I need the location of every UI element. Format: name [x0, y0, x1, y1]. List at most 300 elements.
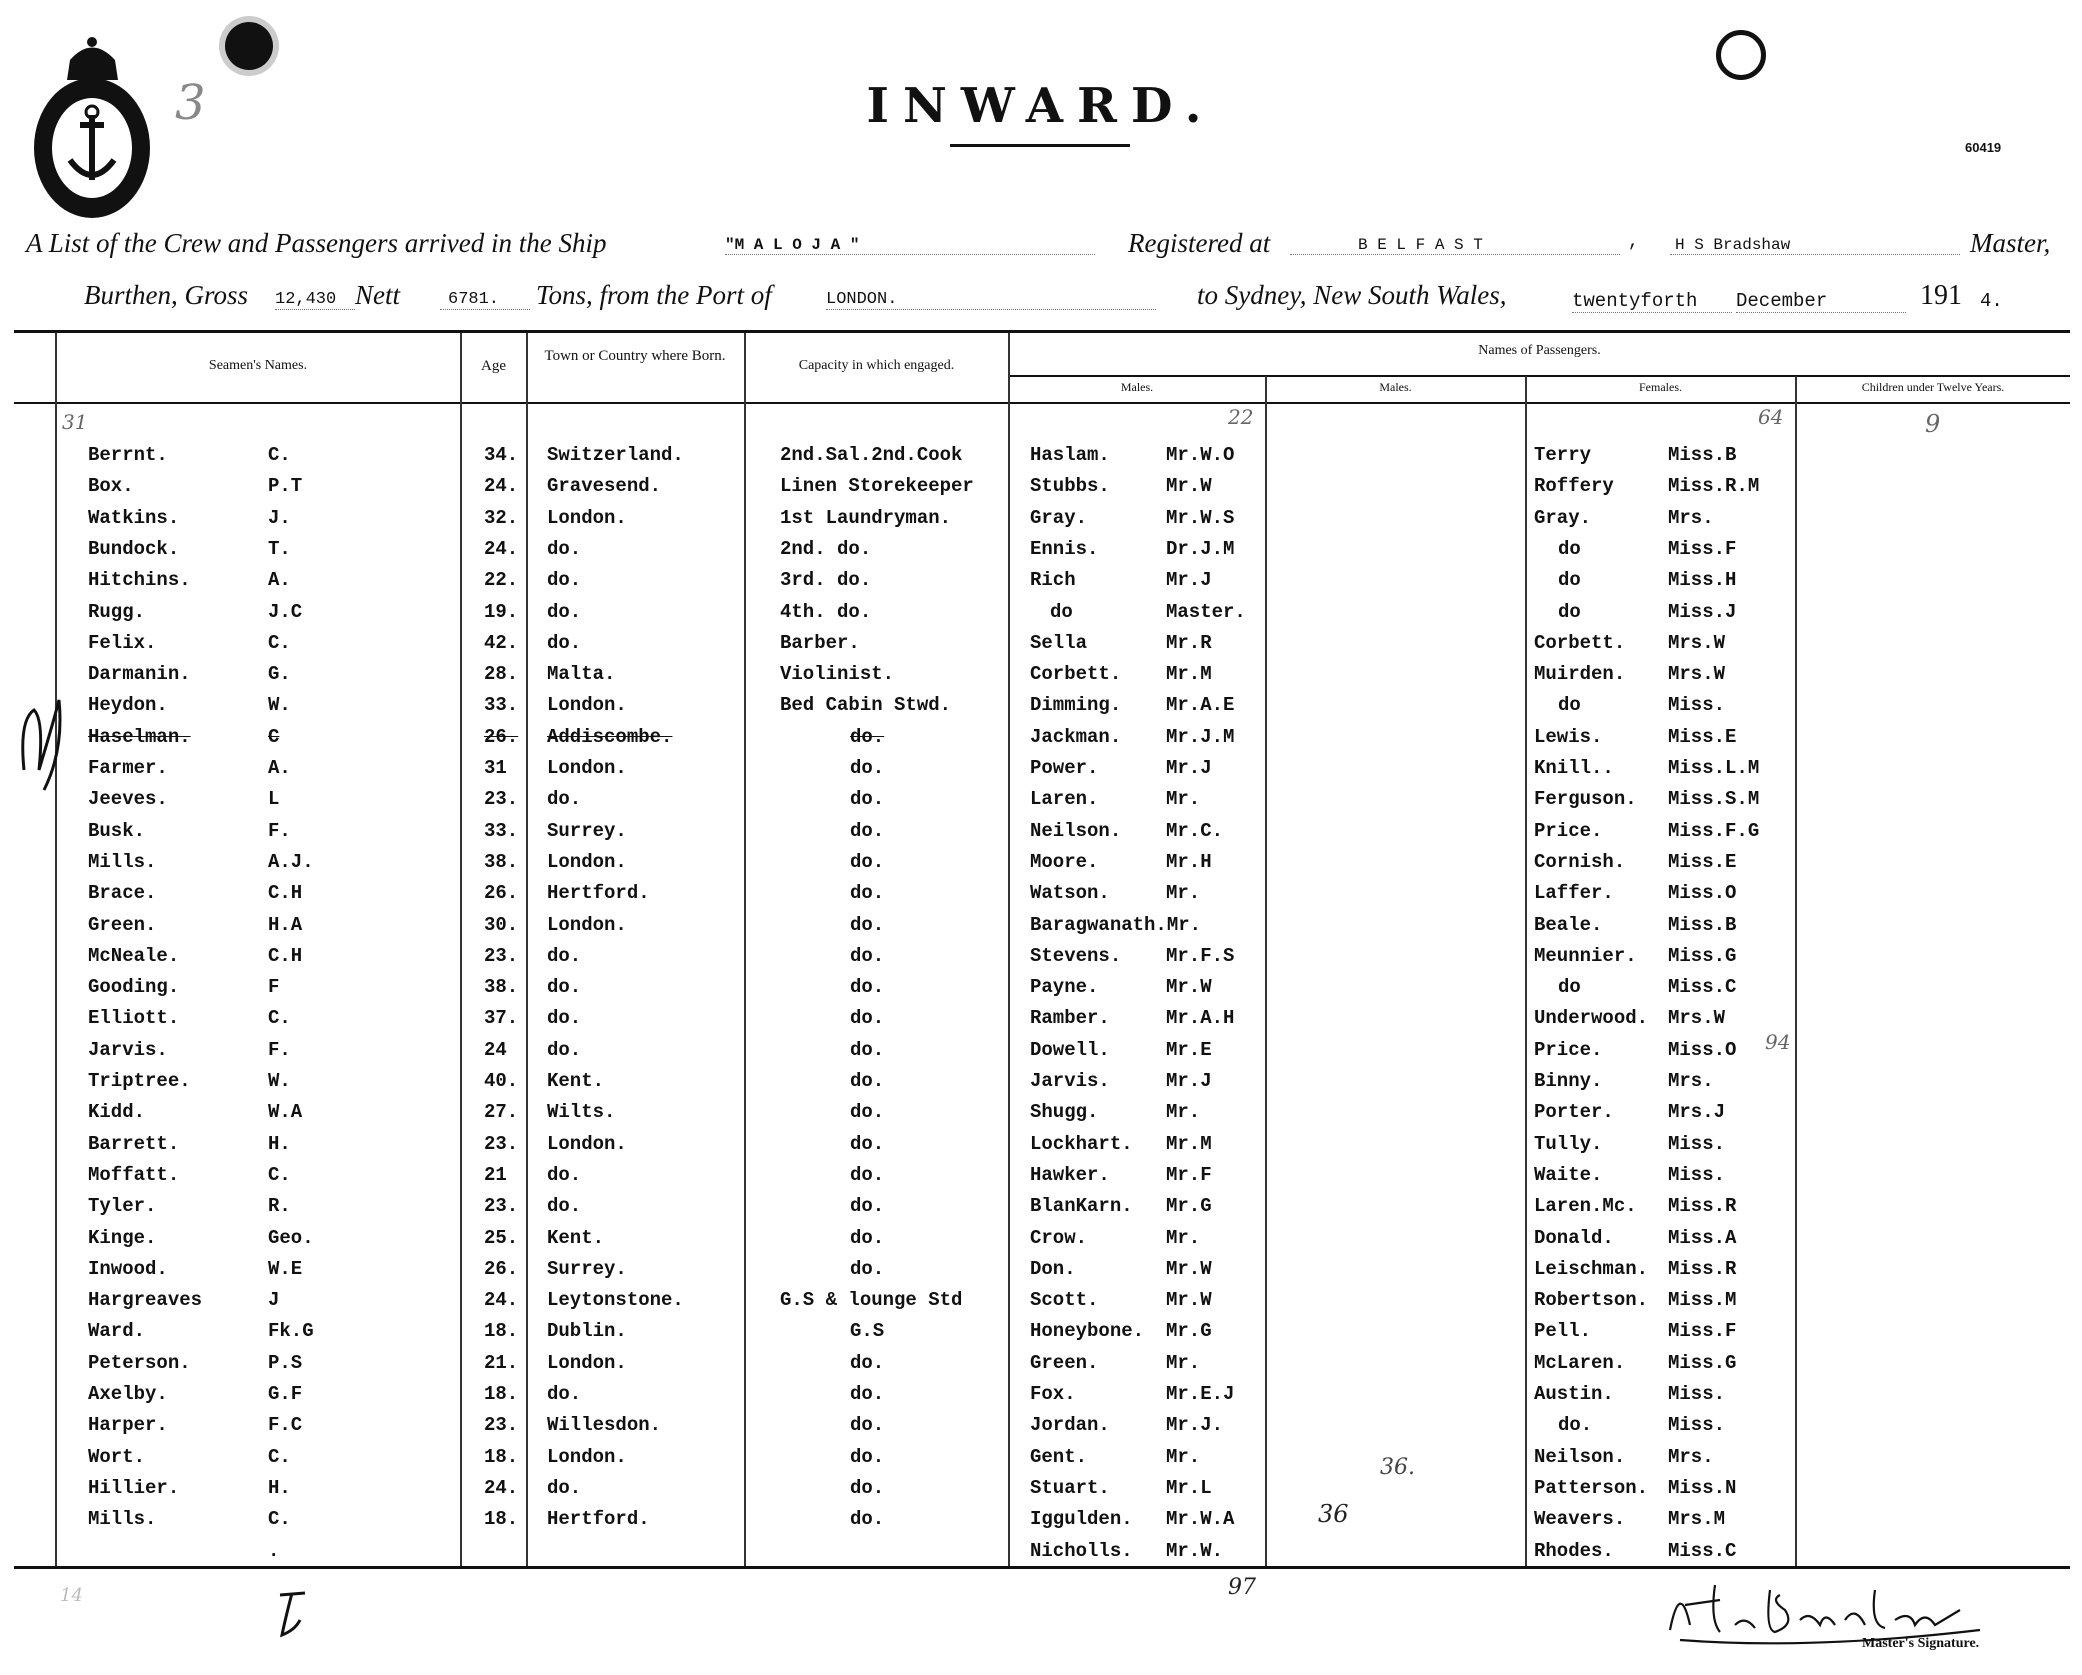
- female-passenger-title: Miss.F.G: [1668, 819, 1760, 842]
- seaman-surname: Kinge.: [88, 1226, 157, 1249]
- seaman-capacity: Bed Cabin Stwd.: [780, 694, 952, 717]
- female-passenger-surname: Pell.: [1534, 1320, 1592, 1343]
- female-passenger-title: Miss.L.M: [1668, 757, 1760, 779]
- gross-tonnage: 12,430: [275, 290, 355, 310]
- female-passenger-surname: Knill..: [1534, 757, 1614, 779]
- table-row: [0, 694, 2082, 725]
- crew-count-mark: 31: [62, 410, 88, 434]
- seaman-age: 18.: [484, 1320, 519, 1343]
- seaman-age: 24.: [484, 537, 519, 560]
- seaman-birthplace: Hertford.: [547, 882, 650, 905]
- seaman-initial: W.A: [268, 1101, 303, 1124]
- seaman-surname: Hitchins.: [88, 569, 191, 592]
- female-passenger-surname: Weavers.: [1534, 1508, 1626, 1531]
- seaman-age: 24.: [484, 475, 519, 498]
- female-passenger-title: Mrs.J: [1668, 1101, 1726, 1124]
- table-row: [0, 1477, 2082, 1508]
- female-passenger-surname: Corbett.: [1534, 631, 1626, 654]
- table-top-rule: [14, 330, 2070, 333]
- seaman-capacity: do.: [850, 1132, 885, 1155]
- seaman-capacity: do.: [850, 1508, 885, 1531]
- seaman-age: 21.: [484, 1351, 519, 1374]
- signature-label: Master's Signature.: [1862, 1636, 1980, 1651]
- seaman-birthplace: Addiscombe.: [547, 725, 673, 748]
- female-passenger-title: Mrs.W: [1668, 631, 1726, 654]
- female-passenger-title: Mrs.: [1668, 1070, 1714, 1092]
- female-passenger-surname: Muirden.: [1534, 663, 1626, 686]
- table-row: [0, 1383, 2082, 1414]
- female-passenger-title: Mrs.: [1668, 1445, 1714, 1468]
- seaman-birthplace: do.: [547, 1038, 582, 1061]
- male-passenger-surname: Iggulden.: [1030, 1508, 1133, 1531]
- seaman-initial: J.C: [268, 600, 303, 623]
- male-passenger-title: Mr.: [1166, 1101, 1201, 1124]
- male-passenger-title: Mr.E.J: [1166, 1383, 1235, 1405]
- seaman-birthplace: do.: [547, 1195, 582, 1218]
- male-passenger-surname: Power.: [1030, 757, 1099, 779]
- header-bottom-rule: [14, 402, 2070, 404]
- table-row: [0, 726, 2082, 757]
- male-passenger-title: Mr.G: [1166, 1195, 1212, 1218]
- seaman-capacity: do.: [850, 1195, 885, 1218]
- female-passenger-title: Miss.F: [1668, 1320, 1737, 1343]
- table-row: [0, 1352, 2082, 1383]
- seaman-capacity: G.S: [850, 1320, 885, 1343]
- female-passenger-title: Miss.S.M: [1668, 788, 1760, 811]
- from-port: LONDON.: [826, 290, 1156, 310]
- header-comma: ,: [1628, 232, 1639, 252]
- male-passenger-surname: Gent.: [1030, 1445, 1088, 1468]
- female-passenger-surname: Binny.: [1534, 1070, 1603, 1092]
- female-passenger-title: Miss.M: [1668, 1289, 1737, 1312]
- seaman-capacity: do.: [850, 850, 885, 873]
- seaman-birthplace: do.: [547, 1383, 582, 1405]
- seaman-capacity: do.: [850, 725, 885, 748]
- to-label: to Sydney, New South Wales,: [1197, 280, 1507, 310]
- col-header-born: Town or Country where Born.: [544, 348, 726, 364]
- seaman-capacity: 4th. do.: [780, 600, 872, 623]
- seaman-age: 23.: [484, 944, 519, 967]
- male-passenger-title: Mr.J: [1166, 757, 1212, 779]
- seaman-age: 27.: [484, 1101, 519, 1124]
- male-passenger-surname: Hawker.: [1030, 1163, 1110, 1186]
- seaman-capacity: do.: [850, 1007, 885, 1030]
- female-passenger-title: Miss.A: [1668, 1226, 1737, 1249]
- seaman-surname: Heydon.: [88, 694, 168, 717]
- seaman-age: 18.: [484, 1383, 519, 1405]
- seaman-surname: Gooding.: [88, 976, 180, 999]
- seaman-capacity: Linen Storekeeper: [780, 475, 974, 498]
- punch-hole-icon: [225, 22, 273, 70]
- table-row: [0, 632, 2082, 663]
- seaman-capacity: do.: [850, 819, 885, 842]
- male-passenger-surname: Stuart.: [1030, 1476, 1110, 1499]
- female-passenger-title: Miss.B: [1668, 444, 1737, 466]
- male-passenger-surname: Nicholls.: [1030, 1539, 1133, 1562]
- table-row: [0, 788, 2082, 819]
- seaman-age: 26.: [484, 725, 519, 748]
- year-prefix: 191: [1920, 280, 1962, 311]
- seaman-birthplace: London.: [547, 506, 627, 529]
- seaman-surname: Watkins.: [88, 506, 180, 529]
- male-passenger-surname: Moore.: [1030, 850, 1099, 873]
- male-passenger-surname: Honeybone.: [1030, 1320, 1145, 1343]
- seaman-surname: Haselman.: [88, 725, 191, 748]
- table-row: [0, 1414, 2082, 1445]
- seaman-birthplace: do.: [547, 569, 582, 592]
- male-passenger-surname: Corbett.: [1030, 663, 1122, 686]
- table-row: [0, 569, 2082, 600]
- seaman-initial: W.: [268, 1070, 291, 1092]
- seaman-age: 26.: [484, 1257, 519, 1280]
- female-passenger-surname: Leischman.: [1534, 1257, 1649, 1280]
- male-passenger-title: Mr.W.S: [1166, 506, 1235, 529]
- male-passenger-surname: do: [1050, 600, 1073, 623]
- seaman-birthplace: Willesdon.: [547, 1414, 662, 1437]
- header-line1-prefix: A List of the Crew and Passengers arrived in the Ship: [26, 228, 607, 258]
- female-passenger-surname: do: [1558, 600, 1581, 623]
- male-passenger-title: Mr.R: [1166, 631, 1212, 654]
- seaman-age: 19.: [484, 600, 519, 623]
- seaman-capacity: 3rd. do.: [780, 569, 872, 592]
- female-passenger-surname: Tully.: [1534, 1132, 1603, 1155]
- bottom-tally: 97: [1228, 1575, 1256, 1600]
- female-passenger-surname: Meunnier.: [1534, 944, 1637, 967]
- seaman-initial: W.: [268, 694, 291, 717]
- seaman-age: 28.: [484, 663, 519, 686]
- female-passenger-title: Miss.B: [1668, 913, 1737, 936]
- male-passenger-surname: Sella: [1030, 631, 1088, 654]
- seaman-surname: Harper.: [88, 1414, 168, 1437]
- male-passenger-surname: Green.: [1030, 1351, 1099, 1374]
- nett-label: Nett: [355, 280, 400, 310]
- seaman-initial: G.F: [268, 1383, 303, 1405]
- seaman-initial: C.: [268, 631, 291, 654]
- seaman-birthplace: do.: [547, 1163, 582, 1186]
- seaman-surname: Darmanin.: [88, 663, 191, 686]
- male-passenger-title: Mr.F: [1166, 1163, 1212, 1186]
- table-row: [0, 820, 2082, 851]
- page-mark: 3: [175, 75, 206, 131]
- seaman-age: 37.: [484, 1007, 519, 1030]
- female-passenger-surname: do.: [1558, 1414, 1593, 1437]
- seaman-capacity: do.: [850, 882, 885, 905]
- table-row: [0, 507, 2082, 538]
- female-passenger-title: Miss.: [1668, 1414, 1726, 1437]
- females-count-mark: 64: [1758, 405, 1784, 429]
- seaman-surname: Elliott.: [88, 1007, 180, 1030]
- male-passenger-title: Mr.G: [1166, 1320, 1212, 1343]
- seaman-initial: C.: [268, 1508, 291, 1531]
- female-passenger-surname: do: [1558, 976, 1581, 999]
- seaman-surname: Moffatt.: [88, 1163, 180, 1186]
- seaman-surname: Ward.: [88, 1320, 146, 1343]
- seaman-surname: Kidd.: [88, 1101, 146, 1124]
- col-header-age: Age: [481, 358, 506, 374]
- seaman-capacity: do.: [850, 1163, 885, 1186]
- male-passenger-title: Mr.M: [1166, 1132, 1212, 1155]
- male-passenger-title: Mr.J.M: [1166, 725, 1235, 748]
- col-header-children: Children under Twelve Years.: [1861, 380, 2005, 394]
- seaman-birthplace: do.: [547, 1007, 582, 1030]
- seaman-initial: G.: [268, 663, 291, 686]
- male-passenger-title: Mr.A.E: [1166, 694, 1235, 717]
- female-passenger-title: Miss.G: [1668, 1351, 1737, 1374]
- seaman-age: 38.: [484, 850, 519, 873]
- male-passenger-surname: Dowell.: [1030, 1038, 1110, 1061]
- male-passenger-title: Mr.W.O: [1166, 444, 1235, 466]
- seaman-age: 32.: [484, 506, 519, 529]
- ship-name: "M A L O J A ": [725, 236, 1095, 255]
- seaman-initial: A.: [268, 569, 291, 592]
- seaman-surname: Rugg.: [88, 600, 146, 623]
- seaman-initial: A.: [268, 757, 291, 779]
- male-passenger-title: Mr.J: [1166, 1070, 1212, 1092]
- male-passenger-surname: Gray.: [1030, 506, 1088, 529]
- male-passenger-surname: Ennis.: [1030, 537, 1099, 560]
- female-passenger-title: Miss.C: [1668, 1539, 1737, 1562]
- seaman-capacity: do.: [850, 976, 885, 999]
- date-day: twentyforth: [1572, 290, 1732, 313]
- female-passenger-title: Miss.O: [1668, 882, 1737, 905]
- male-passenger-title: Mr.: [1166, 788, 1201, 811]
- male-passenger-surname: Stubbs.: [1030, 475, 1110, 498]
- seaman-surname: Hargreaves: [88, 1289, 203, 1312]
- female-passenger-surname: Austin.: [1534, 1383, 1614, 1405]
- female-passenger-title: Miss.G: [1668, 944, 1737, 967]
- male-passenger-surname: Crow.: [1030, 1226, 1088, 1249]
- tons-label: Tons, from the Port of: [536, 280, 772, 310]
- seaman-birthplace: do.: [547, 1476, 582, 1499]
- male-passenger-title: Mr.W: [1166, 475, 1212, 498]
- female-passenger-surname: Waite.: [1534, 1163, 1603, 1186]
- seaman-birthplace: Surrey.: [547, 1257, 627, 1280]
- female-passenger-surname: Robertson.: [1534, 1289, 1649, 1312]
- seaman-capacity: do.: [850, 913, 885, 936]
- seaman-surname: Axelby.: [88, 1383, 168, 1405]
- table-row: [0, 1446, 2082, 1477]
- seaman-birthplace: London.: [547, 757, 627, 779]
- seaman-age: 34.: [484, 444, 519, 466]
- seaman-initial: P.S: [268, 1351, 303, 1374]
- tally-mark: 36.: [1380, 1455, 1415, 1480]
- seaman-age: 23.: [484, 1195, 519, 1218]
- table-row: [0, 1227, 2082, 1258]
- male-passenger-title: Master.: [1166, 600, 1246, 623]
- seaman-capacity: do.: [850, 1476, 885, 1499]
- master-name: H S Bradshaw: [1670, 236, 1960, 255]
- children-count-mark: 9: [1925, 410, 1941, 438]
- male-passenger-surname: Payne.: [1030, 976, 1099, 999]
- female-passenger-surname: Laffer.: [1534, 882, 1614, 905]
- table-row: [0, 1508, 2082, 1539]
- seaman-initial: C.H: [268, 944, 303, 967]
- seaman-capacity: 2nd.Sal.2nd.Cook: [780, 444, 963, 466]
- seaman-capacity: do.: [850, 944, 885, 967]
- seaman-initial: C.: [268, 1163, 291, 1186]
- seaman-initial: A.J.: [268, 850, 314, 873]
- male-passenger-surname: Laren.: [1030, 788, 1099, 811]
- table-row: [0, 1164, 2082, 1195]
- col-header-passengers: Names of Passengers.: [1478, 343, 1601, 358]
- seaman-capacity: G.S & lounge Std: [780, 1289, 963, 1312]
- seaman-surname: Mills.: [88, 1508, 157, 1531]
- seaman-age: 22.: [484, 569, 519, 592]
- seaman-capacity: do.: [850, 1383, 885, 1405]
- seaman-initial: P.T: [268, 475, 303, 498]
- female-passenger-surname: Gray.: [1534, 506, 1592, 529]
- male-passenger-surname: Shugg.: [1030, 1101, 1099, 1124]
- seaman-age: 24.: [484, 1476, 519, 1499]
- male-passenger-title: Mr.: [1166, 1445, 1201, 1468]
- female-passenger-title: Miss.F: [1668, 537, 1737, 560]
- female-passenger-surname: Roffery: [1534, 475, 1614, 498]
- seaman-initial: F.: [268, 1038, 291, 1061]
- seaman-initial: F.C: [268, 1414, 303, 1437]
- table-row: [0, 1258, 2082, 1289]
- table-row: [0, 663, 2082, 694]
- year-suffix: 4.: [1980, 290, 2003, 312]
- seaman-surname: Jeeves.: [88, 788, 168, 811]
- seaman-surname: Box.: [88, 475, 134, 498]
- seaman-initial: F: [268, 976, 280, 999]
- female-passenger-surname: Terry: [1534, 444, 1592, 466]
- male-passenger-title: Mr.W: [1166, 976, 1212, 999]
- table-row: [0, 1320, 2082, 1351]
- seaman-surname: Busk.: [88, 819, 146, 842]
- seaman-age: 18.: [484, 1508, 519, 1531]
- male-passenger-title: Mr.M: [1166, 663, 1212, 686]
- seaman-surname: Jarvis.: [88, 1038, 168, 1061]
- seaman-surname: McNeale.: [88, 944, 180, 967]
- female-passenger-title: Miss.R.M: [1668, 475, 1760, 498]
- nett-tonnage: 6781.: [440, 290, 530, 310]
- seaman-age: 25.: [484, 1226, 519, 1249]
- seaman-age: 33.: [484, 819, 519, 842]
- seaman-surname: Wort.: [88, 1445, 146, 1468]
- male-passenger-title: Mr.: [1166, 1226, 1201, 1249]
- seaman-capacity: do.: [850, 1101, 885, 1124]
- seaman-age: 23.: [484, 1132, 519, 1155]
- seaman-birthplace: do.: [547, 537, 582, 560]
- seaman-surname: Brace.: [88, 882, 157, 905]
- male-passenger-title: Mr.J: [1166, 569, 1212, 592]
- female-passenger-title: Miss.: [1668, 1383, 1726, 1405]
- bottom-left-mark: 14: [60, 1585, 83, 1606]
- table-row: [0, 538, 2082, 569]
- seaman-birthplace: Gravesend.: [547, 475, 662, 498]
- table-row: [0, 851, 2082, 882]
- seaman-capacity: Barber.: [780, 631, 860, 654]
- female-passenger-surname: Neilson.: [1534, 1445, 1626, 1468]
- seaman-birthplace: London.: [547, 1351, 627, 1374]
- female-passenger-surname: Beale.: [1534, 913, 1603, 936]
- male-passenger-title: Mr.F.S: [1166, 944, 1235, 967]
- seaman-surname: Tyler.: [88, 1195, 157, 1218]
- seaman-surname: Berrnt.: [88, 444, 168, 466]
- seaman-birthplace: Malta.: [547, 663, 616, 686]
- male-passenger-surname: Stevens.: [1030, 944, 1122, 967]
- seaman-initial: L: [268, 788, 280, 811]
- male-passenger-surname: Scott.: [1030, 1289, 1099, 1312]
- seaman-birthplace: Kent.: [547, 1226, 605, 1249]
- seaman-initial: F.: [268, 819, 291, 842]
- male-passenger-surname: Lockhart.: [1030, 1132, 1133, 1155]
- seaman-initial: C.: [268, 1445, 291, 1468]
- seaman-surname: Inwood.: [88, 1257, 168, 1280]
- seaman-capacity: do.: [850, 1414, 885, 1437]
- passenger-subheader-rule: [1008, 375, 2070, 377]
- male-passenger-surname: Rich: [1030, 569, 1076, 592]
- seaman-surname: Felix.: [88, 631, 157, 654]
- female-passenger-title: Mrs.W: [1668, 663, 1726, 686]
- seaman-age: 24: [484, 1038, 507, 1061]
- tally-mark: 94: [1765, 1030, 1791, 1054]
- male-passenger-title: Dr.J.M: [1166, 537, 1235, 560]
- form-number: 60419: [1965, 140, 2002, 155]
- seaman-capacity: do.: [850, 1226, 885, 1249]
- male-passenger-surname: Haslam.: [1030, 444, 1110, 466]
- tally-mark: 36: [1318, 1500, 1349, 1528]
- title-underline: [950, 144, 1130, 147]
- female-passenger-title: Miss.: [1668, 1163, 1726, 1186]
- date-month: December: [1736, 290, 1906, 313]
- female-passenger-title: Mrs.W: [1668, 1007, 1726, 1030]
- male-passenger-surname: Jarvis.: [1030, 1070, 1110, 1092]
- seaman-capacity: do.: [850, 1070, 885, 1092]
- seaman-surname: Farmer.: [88, 757, 168, 779]
- seaman-capacity: do.: [850, 757, 885, 779]
- table-row: [0, 1195, 2082, 1226]
- seaman-age: 30.: [484, 913, 519, 936]
- male-passenger-surname: Ramber.: [1030, 1007, 1110, 1030]
- table-row: [0, 1101, 2082, 1132]
- seaman-birthplace: Wilts.: [547, 1101, 616, 1124]
- seaman-capacity: do.: [850, 788, 885, 811]
- table-row: [0, 1133, 2082, 1164]
- seaman-initial: C.: [268, 1007, 291, 1030]
- female-passenger-title: Miss.H: [1668, 569, 1737, 592]
- seaman-capacity: do.: [850, 1445, 885, 1468]
- seaman-birthplace: London.: [547, 1445, 627, 1468]
- male-passenger-title: Mr.W: [1166, 1289, 1212, 1312]
- table-row: [0, 601, 2082, 632]
- seaman-age: 31: [484, 757, 507, 779]
- female-passenger-surname: Donald.: [1534, 1226, 1614, 1249]
- seaman-birthplace: London.: [547, 694, 627, 717]
- male-passenger-title: Mr.J.: [1166, 1414, 1224, 1437]
- seaman-birthplace: Dublin.: [547, 1320, 627, 1343]
- female-passenger-surname: Laren.Mc.: [1534, 1195, 1637, 1218]
- male-passenger-surname: Neilson.: [1030, 819, 1122, 842]
- table-row: [0, 1540, 2082, 1571]
- seaman-birthplace: London.: [547, 1132, 627, 1155]
- female-passenger-surname: Price.: [1534, 1038, 1603, 1061]
- col-header-seamen: Seamen's Names.: [208, 358, 308, 373]
- seaman-birthplace: Kent.: [547, 1070, 605, 1092]
- female-passenger-surname: do: [1558, 537, 1581, 560]
- male-passenger-title: Mr.W.A: [1166, 1508, 1235, 1531]
- male-passenger-surname: BlanKarn.: [1030, 1195, 1133, 1218]
- male-passenger-title: Mr.H: [1166, 850, 1212, 873]
- col-header-males-2: Males.: [1379, 380, 1412, 394]
- seaman-capacity: Violinist.: [780, 663, 895, 686]
- male-passenger-title: Mr.: [1166, 882, 1201, 905]
- female-passenger-title: Miss.R: [1668, 1257, 1737, 1280]
- female-passenger-surname: do: [1558, 569, 1581, 592]
- female-passenger-surname: Price.: [1534, 819, 1603, 842]
- males-count-mark: 22: [1228, 405, 1254, 429]
